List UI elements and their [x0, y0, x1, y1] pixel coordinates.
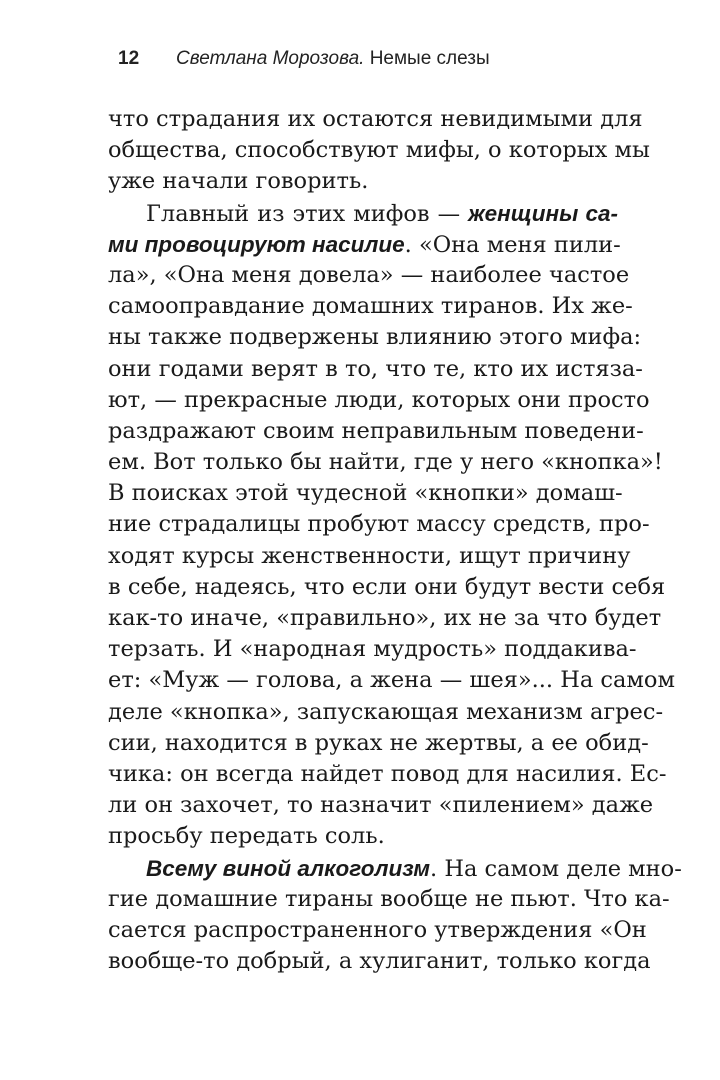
text-line	[108, 229, 621, 260]
text-segment: раздражают своим неправильным поведени-	[108, 417, 644, 444]
paragraph	[108, 198, 675, 853]
text-segment: ла», «Она меня довела» — наиболее частое	[108, 261, 630, 288]
text-line	[108, 354, 643, 385]
text-segment: вообще-то добрый, а хулиганит, только когда	[108, 948, 651, 975]
text-segment: . На самом деле мно-	[430, 855, 682, 882]
page-number: 12	[118, 48, 140, 69]
text-segment: самооправдание домашних тиранов. Их же-	[108, 293, 633, 320]
text-segment: как-то иначе, «правильно», их не за что будет	[108, 605, 662, 631]
text-line	[108, 416, 644, 447]
text-line	[108, 322, 642, 353]
text-line	[108, 291, 633, 322]
text-line	[108, 447, 663, 478]
text-segment: гие домашние тираны вообще не пьют. Что ка-	[108, 885, 670, 912]
text-line	[108, 728, 649, 759]
text-segment: ние страдалицы пробуют массу средств, про-	[108, 511, 650, 538]
text-line	[108, 603, 662, 634]
text-line	[108, 166, 618, 197]
text-segment: В поисках этой чудесной «кнопки» домаш-	[108, 480, 623, 507]
text-segment: чика: он всегда найдет повод для насилия. Ес-	[108, 760, 667, 787]
text-line	[108, 104, 643, 135]
text-line	[108, 198, 618, 229]
text-line	[108, 634, 637, 665]
text-segment: . «Она меня пили-	[404, 231, 621, 258]
text-line	[108, 790, 654, 821]
text-line	[108, 915, 647, 946]
text-segment: ет: «Муж — голова, а жена — шея»... На самом	[108, 667, 675, 694]
text-segment: ходят курсы женственности, ищут причину	[108, 542, 631, 569]
text-segment: в себе, надеясь, что если они будут вести себя	[108, 573, 666, 600]
text-segment: что страдания их остаются невидимыми для	[108, 106, 643, 132]
text-line	[108, 385, 650, 416]
text-segment: Главный из этих мифов —	[146, 200, 469, 227]
paragraph	[108, 853, 682, 978]
text-line	[108, 509, 650, 540]
body-text	[108, 104, 682, 977]
text-line	[108, 665, 675, 696]
text-segment: они годами верят в то, что те, кто их истяза-	[108, 355, 643, 382]
text-segment: ем. Вот только бы найти, где у него «кнопка»!	[108, 449, 663, 476]
text-segment: уже начали говорить.	[108, 168, 369, 195]
text-segment: терзать. И «народная мудрость» поддакива-	[108, 636, 637, 663]
text-line	[108, 759, 667, 790]
author-name: Светлана Морозова.	[176, 48, 365, 69]
text-line	[108, 541, 631, 572]
text-line	[108, 572, 666, 603]
text-segment: ны также подвержены влиянию этого мифа:	[108, 324, 642, 351]
text-segment: ют, — прекрасные люди, которых они просто	[108, 386, 650, 413]
text-line	[108, 853, 682, 884]
book-title: Немые слезы	[369, 48, 490, 69]
text-segment: сии, находится в руках не жертвы, а ее обид-	[108, 729, 649, 756]
text-segment: сается распространенного утверждения «Он	[108, 916, 647, 943]
text-segment: ли он захочет, то назначит «пилением» даже	[108, 792, 654, 819]
text-line	[108, 478, 623, 509]
text-line	[108, 697, 664, 728]
emphasized-text: Всему виной алкоголизм	[146, 855, 431, 881]
text-line	[108, 135, 650, 166]
paragraph	[108, 104, 650, 198]
emphasized-text: женщины са-	[468, 200, 618, 226]
running-head	[118, 44, 618, 74]
text-line	[108, 884, 670, 915]
text-line	[108, 260, 630, 291]
text-line	[108, 946, 651, 977]
text-segment: просьбу передать соль.	[108, 823, 385, 850]
text-segment: общества, способствуют мифы, о которых мы	[108, 137, 650, 164]
emphasized-text: ми провоцируют насилие	[108, 231, 405, 257]
text-line	[108, 821, 618, 852]
running-title	[176, 44, 490, 74]
text-segment: деле «кнопка», запускающая механизм агрес-	[108, 698, 664, 725]
